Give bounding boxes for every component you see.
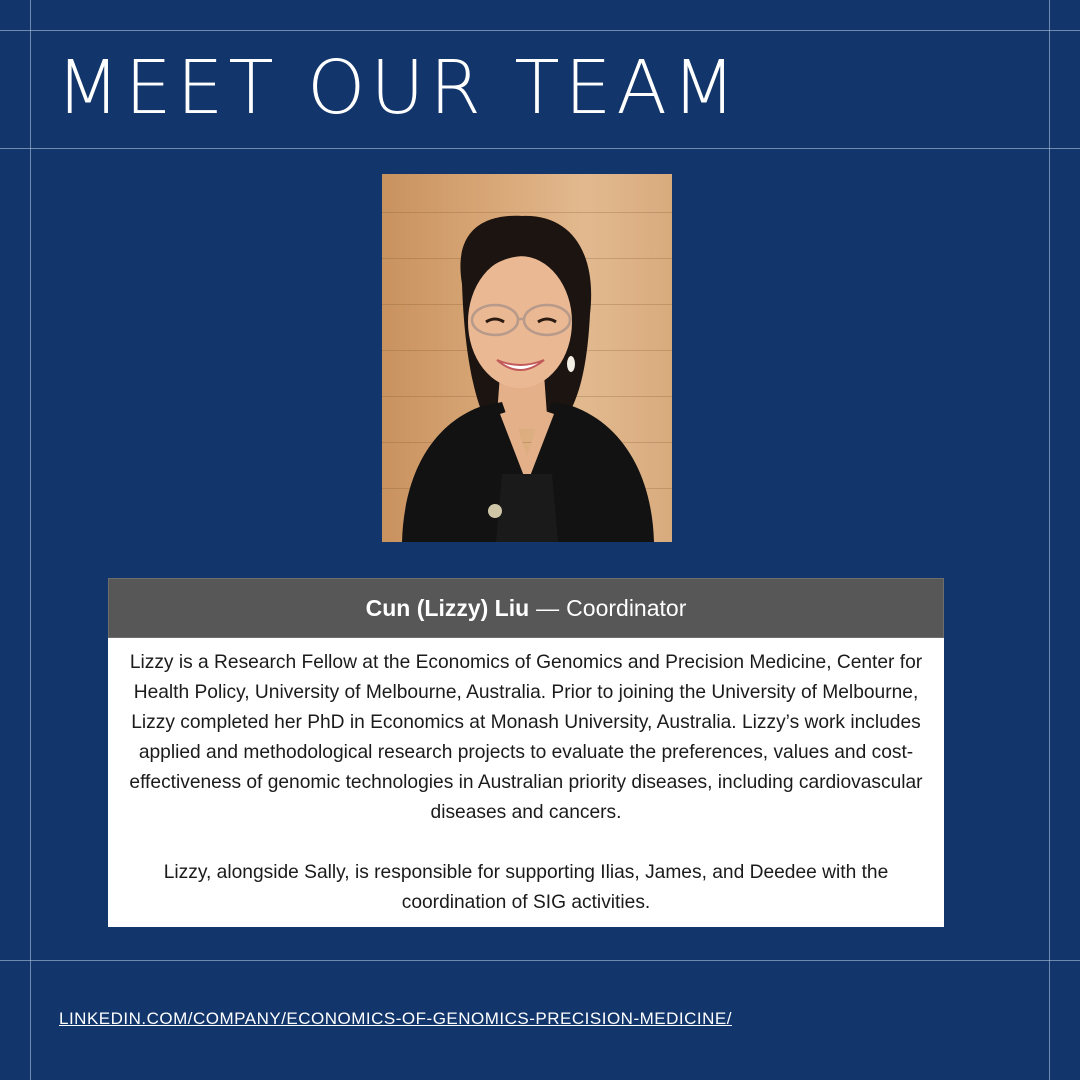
grid-line-header-bottom — [0, 148, 1080, 149]
grid-line-right — [1049, 0, 1050, 1080]
member-header — [108, 578, 944, 638]
name-role-separator: — — [536, 594, 560, 621]
bio-paragraph-2: Lizzy, alongside Sally, is responsible for supporting Ilias, James, and Deedee with the coordination of SIG activities. — [163, 862, 889, 913]
person-portrait — [382, 174, 672, 542]
grid-line-left — [30, 0, 31, 1080]
grid-line-footer-top — [0, 960, 1080, 961]
member-role: Coordinator — [566, 594, 687, 621]
linkedin-link[interactable]: LINKEDIN.COM/COMPANY/ECONOMICS-OF-GENOMICS-PRECISION-MEDICINE/ — [59, 1009, 732, 1028]
member-name: Cun (Lizzy) Liu — [365, 594, 530, 621]
member-bio — [108, 638, 944, 927]
grid-line-top — [0, 30, 1080, 31]
team-member-card — [108, 578, 944, 927]
profile-photo — [382, 174, 672, 542]
page-title: MEET OUR TEAM — [56, 45, 741, 131]
bio-paragraph-1: Lizzy is a Research Fellow at the Economics of Genomics and Precision Medicine, Center for Health Policy, University of Melbourne, Australia. Prior to joining the University of Melbourne, Lizzy completed her PhD in Economics at Monash University, Australia. Lizzy’s work includes applied and methodological research projects to evaluate the preferences, values and cost-effectiveness of genomic technologies in Australian priority diseases, including cardiovascular diseases and cancers. — [129, 652, 923, 823]
